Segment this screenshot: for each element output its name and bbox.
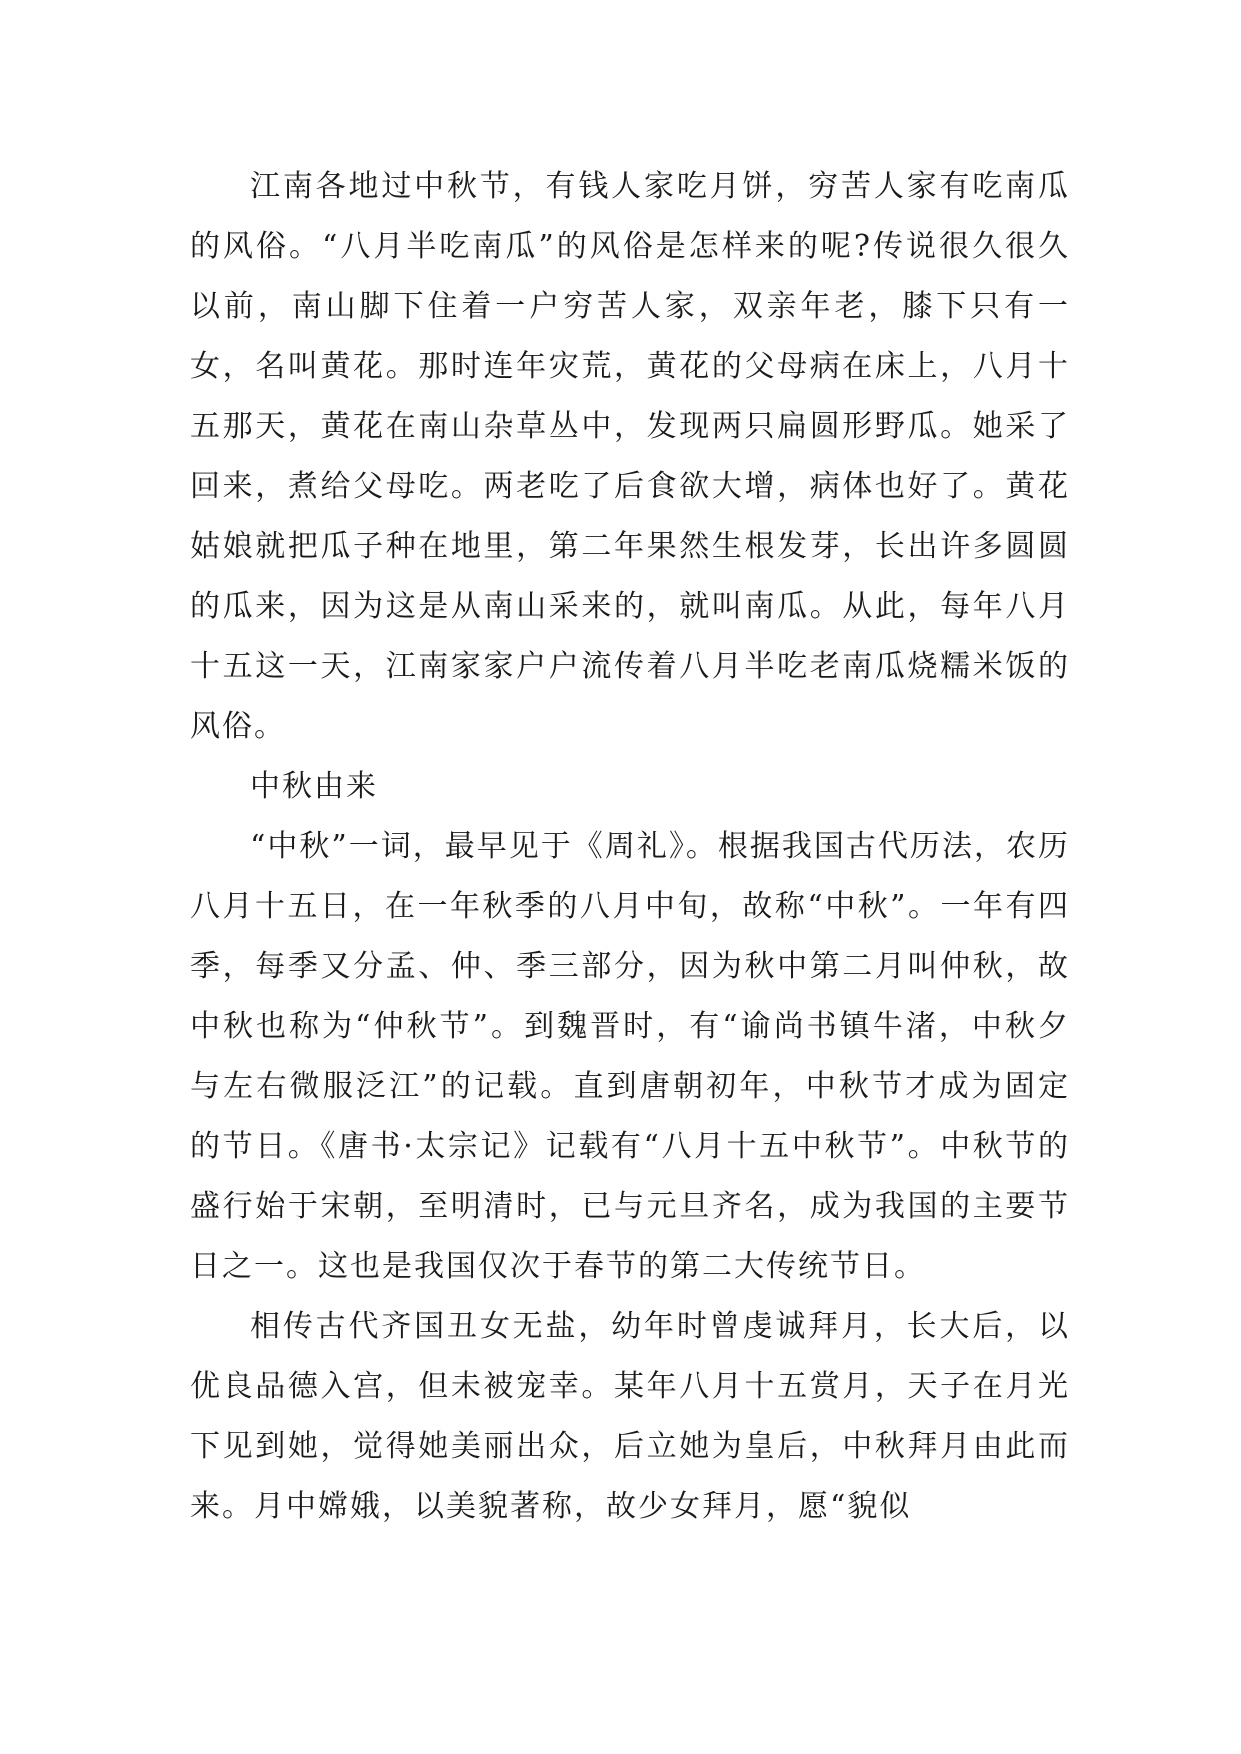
paragraph-pumpkin-custom: 江南各地过中秋节，有钱人家吃月饼，穷苦人家有吃南瓜的风俗。“八月半吃南瓜”的风俗是怎样来的呢?传说很久很久以前，南山脚下住着一户穷苦人家，双亲年老，膝下只有一女，名叫黄花。那时连年灾荒，黄花的父母病在床上，八月十五那天，黄花在南山杂草丛中，发现两只扁圆形野瓜。她采了回来，煮给父母吃。两老吃了后食欲大增，病体也好了。黄花姑娘就把瓜子种在地里，第二年果然生根发芽，长出许多圆圆的瓜来，因为这是从南山采来的，就叫南瓜。从此，每年八月十五这一天，江南家家户户流传着八月半吃老南瓜烧糯米饭的风俗。	[190, 169, 1070, 744]
document-page	[190, 157, 1070, 1537]
paragraph-moon-worship: 相传古代齐国丑女无盐，幼年时曾虔诚拜月，长大后，以优良品德入宫，但未被宠幸。某年八月十五赏月，天子在月光下见到她，觉得她美丽出众，后立她为皇后，中秋拜月由此而来。月中嫦娥，以美貌著称，故少女拜月，愿“貌似	[190, 1309, 1070, 1524]
section-heading: 中秋由来	[250, 769, 378, 804]
paragraph-mid-autumn-origin: “中秋”一词，最早见于《周礼》。根据我国古代历法，农历八月十五日，在一年秋季的八月中旬，故称“中秋”。一年有四季，每季又分孟、仲、季三部分，因为秋中第二月叫仲秋，故中秋也称为“仲秋节”。到魏晋时，有“谕尚书镇牛渚，中秋夕与左右微服泛江”的记载。直到唐朝初年，中秋节才成为固定的节日。《唐书·太宗记》记载有“八月十五中秋节”。中秋节的盛行始于宋朝，至明清时，已与元旦齐名，成为我国的主要节日之一。这也是我国仅次于春节的第二大传统节日。	[190, 829, 1070, 1284]
